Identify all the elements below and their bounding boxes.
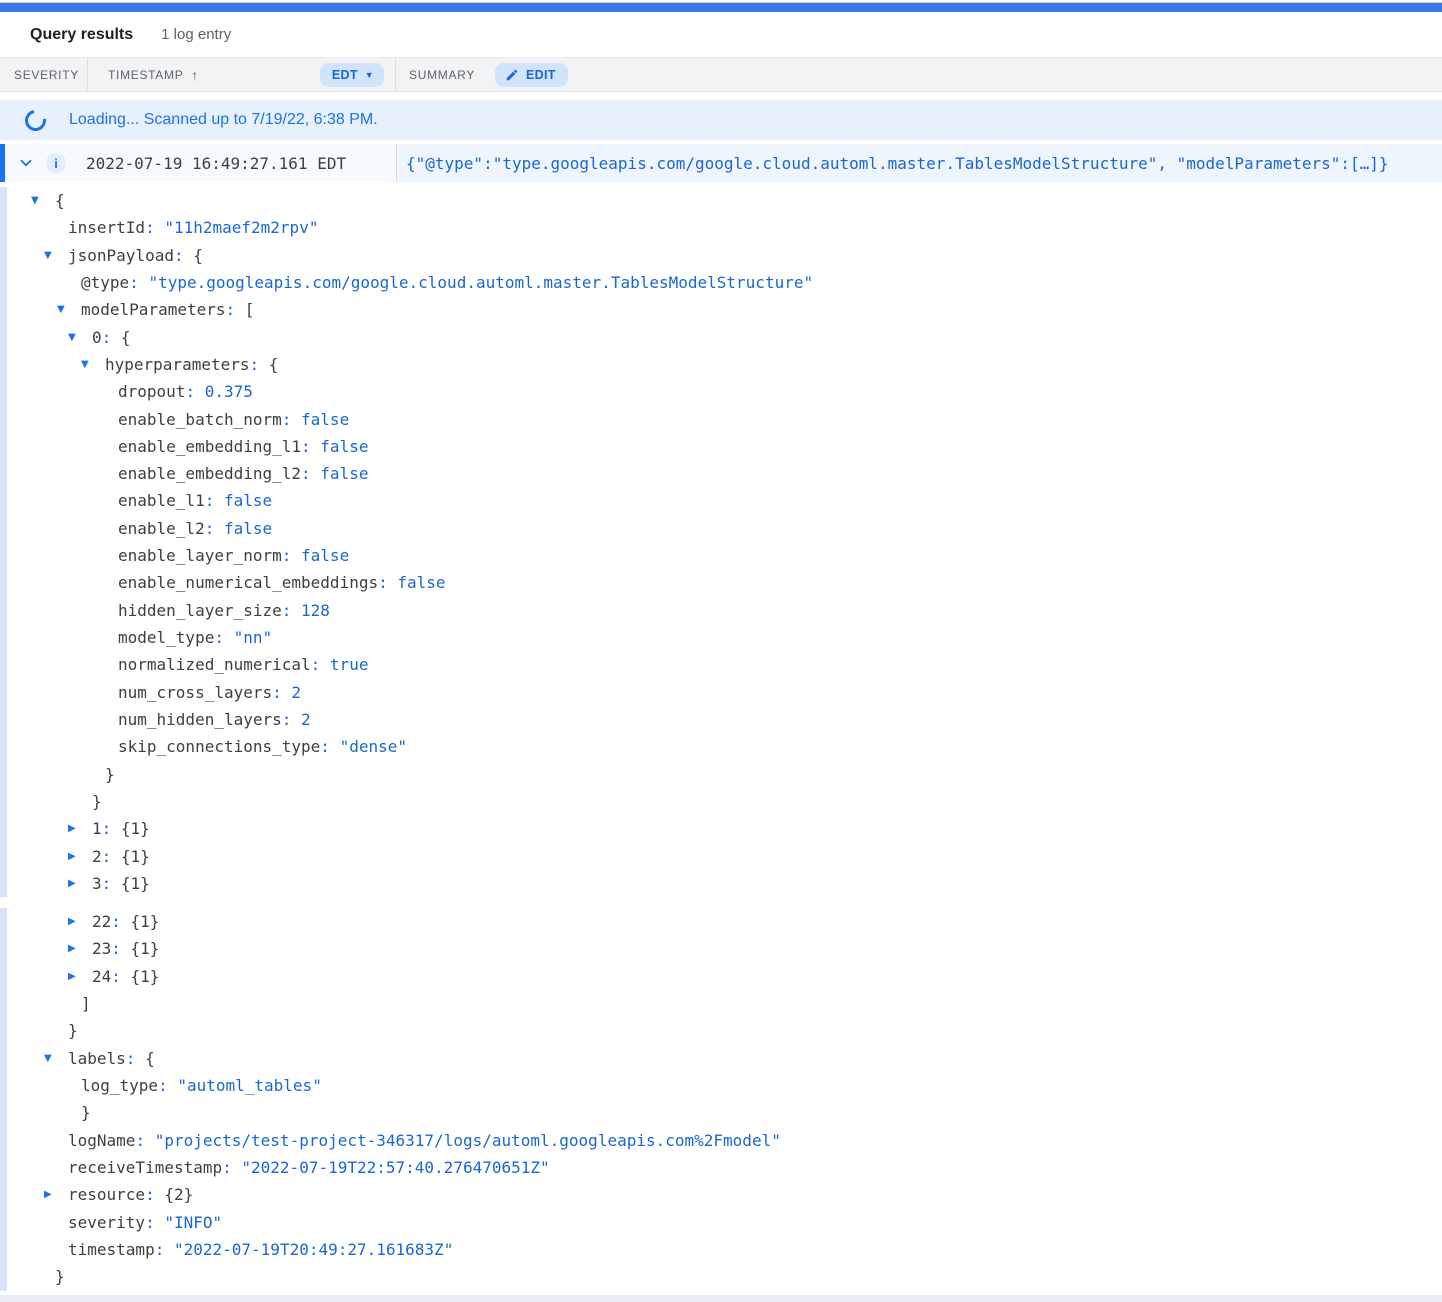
- chevron-down-icon: ▼: [364, 69, 374, 80]
- json-punct: {1}: [120, 873, 150, 893]
- log-entry-timestamp: 2022-07-19 16:49:27.161 EDT: [86, 153, 347, 173]
- json-key: hidden_layer_size: [118, 600, 282, 620]
- json-colon: :: [111, 912, 131, 932]
- json-punct: }: [92, 791, 102, 811]
- json-colon: :: [129, 272, 149, 292]
- json-punct: ]: [81, 994, 91, 1014]
- json-punct: {: [120, 327, 131, 347]
- json-key: hyperparameters: [105, 354, 250, 374]
- json-colon: :: [272, 682, 292, 702]
- json-key: logName: [68, 1130, 136, 1150]
- loading-spinner-icon: [21, 105, 50, 134]
- json-colon: :: [301, 464, 321, 484]
- json-line: [0, 187, 1442, 214]
- top-accent-bar: [0, 3, 1442, 12]
- json-line: [0, 908, 1442, 935]
- json-colon: :: [111, 939, 131, 959]
- json-key: 23: [92, 939, 112, 959]
- json-line: [0, 214, 1442, 241]
- json-key: enable_batch_norm: [118, 409, 282, 429]
- timestamp-label: TIMESTAMP: [108, 67, 184, 82]
- json-line: [0, 1017, 1442, 1044]
- collapse-entry-chevron-icon[interactable]: [17, 154, 35, 172]
- collapse-arrow-icon[interactable]: ▼: [68, 331, 76, 343]
- json-tree-section-top: [0, 187, 1442, 897]
- json-line: [0, 1045, 1442, 1072]
- json-key: log_type: [81, 1076, 159, 1095]
- json-colon: :: [145, 218, 165, 238]
- edit-button-label: EDIT: [526, 67, 556, 82]
- json-line: [0, 597, 1442, 624]
- log-entry-row[interactable]: [0, 144, 1442, 182]
- json-colon: :: [281, 546, 302, 566]
- json-line: [0, 761, 1442, 788]
- json-line: [0, 569, 1442, 596]
- json-line: [0, 1099, 1442, 1126]
- json-key: jsonPayload: [68, 245, 174, 265]
- json-colon: :: [301, 436, 321, 456]
- json-value: "automl_tables": [177, 1076, 322, 1095]
- expand-arrow-icon[interactable]: ▶: [68, 850, 76, 862]
- json-colon: :: [111, 966, 131, 986]
- json-key: resource: [68, 1185, 146, 1205]
- json-colon: :: [281, 600, 302, 620]
- json-colon: :: [378, 573, 398, 593]
- json-value: false: [397, 573, 446, 593]
- json-key: enable_l2: [118, 518, 205, 538]
- next-entry-edge: [0, 1295, 1442, 1302]
- json-line: [0, 990, 1442, 1017]
- json-value: false: [301, 409, 350, 429]
- json-punct: {: [193, 245, 203, 265]
- loading-status-row: [0, 100, 1442, 140]
- expand-arrow-icon[interactable]: ▶: [68, 823, 76, 835]
- json-line: [0, 487, 1442, 514]
- json-line: [0, 460, 1442, 487]
- json-key: normalized_numerical: [118, 655, 311, 675]
- log-entry-summary-cell[interactable]: [397, 144, 1442, 182]
- expand-arrow-icon[interactable]: ▶: [68, 970, 76, 982]
- log-entry-count: 1 log entry: [161, 26, 232, 43]
- json-key: timestamp: [68, 1239, 155, 1259]
- json-line: [0, 679, 1442, 706]
- json-colon: :: [154, 1239, 174, 1259]
- json-colon: :: [158, 1076, 178, 1095]
- json-colon: :: [135, 1130, 155, 1150]
- json-colon: :: [145, 1185, 165, 1205]
- json-value: "2022-07-19T22:57:40.276470651Z": [241, 1157, 550, 1177]
- json-value: "dense": [339, 737, 407, 757]
- json-colon: :: [101, 327, 121, 347]
- json-key: enable_embedding_l1: [118, 436, 302, 456]
- json-value: 2: [301, 709, 311, 729]
- json-line: [0, 269, 1442, 296]
- json-value: 0.375: [204, 382, 253, 402]
- json-value: "projects/test-project-346317/logs/automl.googleapis.com%2Fmodel": [154, 1130, 781, 1150]
- json-punct: {1}: [120, 846, 150, 866]
- expand-arrow-icon[interactable]: ▶: [44, 1189, 52, 1201]
- sort-ascending-icon[interactable]: ↑: [191, 66, 199, 83]
- json-key: 0: [92, 327, 102, 347]
- expand-arrow-icon[interactable]: ▶: [68, 877, 76, 889]
- json-value: false: [320, 436, 369, 456]
- json-payload-tree: [0, 187, 1442, 1291]
- json-key: enable_embedding_l2: [118, 464, 302, 484]
- json-punct: }: [68, 1021, 78, 1041]
- timezone-chip[interactable]: [320, 63, 384, 87]
- json-key: 24: [92, 966, 112, 986]
- json-value: 2: [291, 682, 302, 702]
- json-line: [0, 296, 1442, 323]
- json-line: [0, 706, 1442, 733]
- json-colon: :: [214, 628, 234, 647]
- json-line: [0, 815, 1442, 842]
- json-tree-section-bottom: [0, 908, 1442, 1290]
- json-colon: :: [249, 354, 269, 374]
- json-value: true: [329, 655, 369, 675]
- json-key: modelParameters: [81, 300, 226, 320]
- json-punct: {: [55, 191, 65, 210]
- json-line: [0, 1209, 1442, 1236]
- json-colon: :: [225, 300, 245, 320]
- json-key: enable_numerical_embeddings: [118, 573, 379, 593]
- json-value: false: [320, 464, 369, 484]
- pencil-icon: [505, 68, 519, 82]
- json-key: 3: [92, 873, 102, 893]
- json-key: @type: [81, 272, 130, 292]
- json-punct: }: [105, 764, 115, 784]
- json-line: [0, 351, 1442, 378]
- timezone-chip-label: EDT: [331, 67, 358, 82]
- json-line: [0, 624, 1442, 651]
- json-line: [0, 788, 1442, 815]
- json-key: 2: [92, 846, 102, 866]
- json-value: false: [223, 518, 273, 538]
- json-key: num_hidden_layers: [118, 709, 282, 729]
- json-line: [0, 1181, 1442, 1208]
- json-punct: {2}: [164, 1185, 194, 1205]
- json-line: [0, 843, 1442, 870]
- loading-status-text: Loading... Scanned up to 7/19/22, 6:38 PM.: [69, 111, 378, 128]
- json-key: 1: [92, 819, 102, 839]
- json-line: [0, 1154, 1442, 1181]
- timestamp-column-header[interactable]: [88, 58, 396, 91]
- summary-label: SUMMARY: [409, 67, 476, 82]
- json-value: "11h2maef2m2rpv": [164, 218, 319, 238]
- json-line: [0, 1236, 1442, 1263]
- json-punct: }: [55, 1267, 65, 1287]
- json-value: false: [301, 546, 350, 566]
- json-key: enable_layer_norm: [118, 546, 282, 566]
- json-key: model_type: [118, 628, 215, 647]
- page-title: Query results: [30, 25, 134, 43]
- log-entry-meta-cell: [5, 144, 397, 182]
- json-key: severity: [68, 1212, 146, 1232]
- edit-summary-button[interactable]: [495, 63, 568, 87]
- collapse-arrow-icon[interactable]: ▼: [31, 195, 39, 206]
- json-colon: :: [204, 491, 224, 511]
- json-line: [0, 1072, 1442, 1099]
- json-punct: {1}: [120, 819, 150, 839]
- json-key: dropout: [118, 382, 186, 402]
- collapse-arrow-icon[interactable]: ▼: [81, 358, 89, 370]
- json-colon: :: [281, 409, 302, 429]
- json-colon: :: [204, 518, 224, 538]
- json-value: false: [223, 491, 273, 511]
- json-colon: :: [145, 1212, 165, 1232]
- results-toolbar: [0, 57, 1442, 92]
- info-severity-icon: i: [46, 153, 66, 173]
- collapse-arrow-icon[interactable]: ▼: [44, 1052, 52, 1064]
- json-line: [0, 242, 1442, 269]
- json-value: "2022-07-19T20:49:27.161683Z": [173, 1239, 454, 1259]
- json-punct: {1}: [130, 939, 160, 959]
- expand-arrow-icon[interactable]: ▶: [68, 916, 76, 928]
- json-value: "nn": [233, 628, 273, 647]
- json-key: 22: [92, 912, 112, 932]
- expand-arrow-icon[interactable]: ▶: [68, 943, 76, 955]
- json-line: [0, 433, 1442, 460]
- json-line: [0, 963, 1442, 990]
- summary-column-header: [396, 58, 1442, 91]
- json-line: [0, 515, 1442, 542]
- json-line: [0, 1263, 1442, 1290]
- json-key: labels: [68, 1048, 126, 1068]
- json-colon: :: [101, 819, 121, 839]
- json-punct: {1}: [130, 912, 160, 932]
- json-colon: :: [173, 245, 194, 265]
- json-colon: :: [320, 737, 340, 757]
- json-key: receiveTimestamp: [68, 1157, 223, 1177]
- json-colon: :: [185, 382, 205, 402]
- log-entry-summary: {"@type":"type.googleapis.com/google.cloud.automl.master.TablesModelStructure", "modelParameters":[…]}: [406, 153, 1389, 173]
- json-punct: {: [268, 354, 279, 374]
- json-line: [0, 324, 1442, 351]
- json-colon: :: [281, 709, 302, 729]
- json-value: 128: [301, 600, 330, 620]
- json-key: insertId: [68, 218, 146, 238]
- json-line: [0, 378, 1442, 405]
- json-colon: :: [101, 846, 121, 866]
- json-line: [0, 406, 1442, 433]
- json-line: [0, 733, 1442, 760]
- json-colon: :: [101, 873, 121, 893]
- json-punct: {1}: [130, 966, 160, 986]
- json-punct: }: [81, 1103, 91, 1123]
- json-line: [0, 1127, 1442, 1154]
- json-value: "INFO": [164, 1212, 223, 1232]
- json-key: skip_connections_type: [118, 737, 321, 757]
- json-punct: [: [244, 300, 255, 320]
- json-colon: :: [222, 1157, 242, 1177]
- json-line: [0, 935, 1442, 962]
- json-line: [0, 651, 1442, 678]
- severity-label: SEVERITY: [14, 67, 79, 82]
- json-line: [0, 542, 1442, 569]
- results-header: [0, 12, 1442, 57]
- json-value: "type.googleapis.com/google.cloud.automl.master.TablesModelStructure": [148, 272, 814, 292]
- json-colon: :: [125, 1048, 146, 1068]
- json-key: enable_l1: [118, 491, 205, 511]
- severity-column-header[interactable]: [0, 58, 88, 91]
- json-line: [0, 870, 1442, 897]
- json-colon: :: [310, 655, 330, 675]
- collapse-arrow-icon[interactable]: ▼: [57, 304, 65, 316]
- json-punct: {: [145, 1048, 155, 1068]
- json-key: num_cross_layers: [118, 682, 273, 702]
- collapse-arrow-icon[interactable]: ▼: [44, 249, 52, 261]
